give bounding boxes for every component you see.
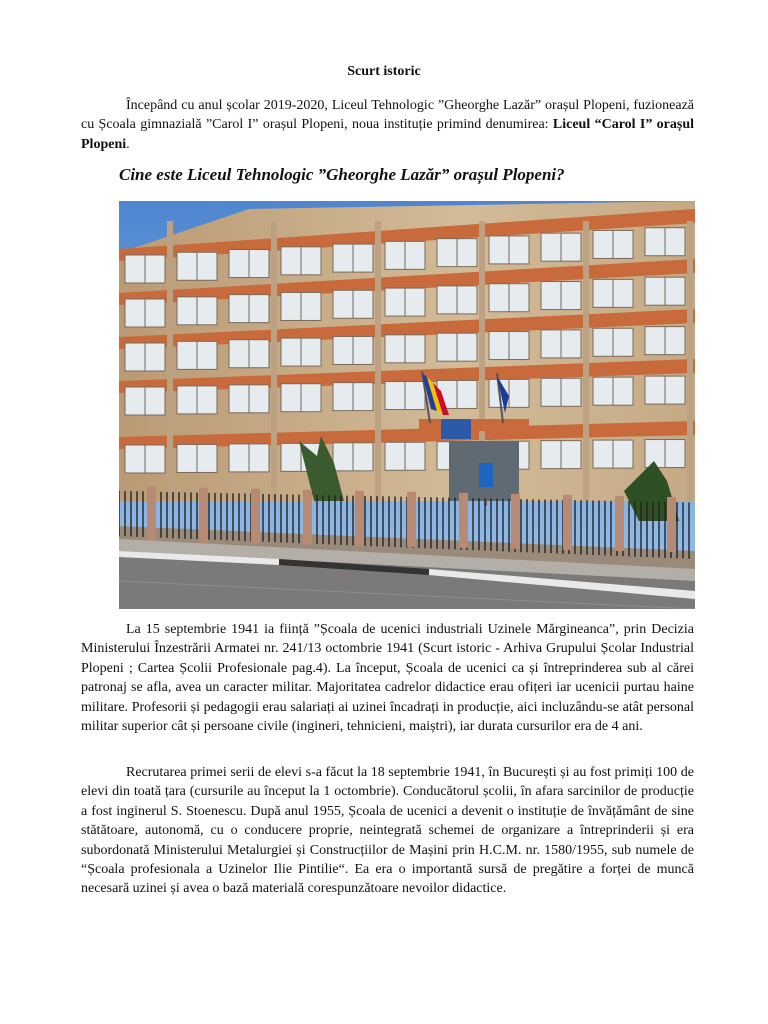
intro-paragraph bbox=[81, 96, 694, 154]
intro-text: Începând cu anul școlar 2019-2020, Liceul Tehnologic ”Gheorghe Lazăr” orașul Plopeni, fuzionează cu Școala gimnazială ”Carol I” orașul Plopeni, noua instituție primind denumirea: bbox=[81, 98, 694, 133]
history-paragraph-2: Recrutarea primei serii de elevi s-a făcut la 18 septembrie 1941, în București și au fost primiți 100 de elevi din toată țara (cursurile au început la 1 octombrie). Conducătorul școlii, în afara sarcinilor de producție a fost inginerul S. Stoenescu. După anul 1955, Școala de ucenici a devenit o instituție de învățământ de sine stătătoare, autonomă, cu o conducere proprie, neintegrată schemei de organizare a întreprinderii și era subordonată Ministerului Metalurgiei și Construcțiilor de Mașini prin H.C.M. nr. 1580/1955, sub numele de “Școala profesionala a Uzinelor Ilie Pintilie“. Ea era o importantă sursă de pregătire a forței de muncă necesară uzinei și avea o bază materială corespunzătoare nevoilor didactice. bbox=[81, 765, 694, 897]
history-paragraph-1: La 15 septembrie 1941 ia ființă ”Școala de ucenici industriali Uzinele Mărgineanca”, prin Decizia Ministerului Înzestrării Armatei nr. 241/13 octombrie 1941 (Scurt istoric - Arhiva Grupului Școlar Industrial Plopeni ; Cartea Școlii Profesionale pag.4). La început, Școala de ucenici ca și întreprinderea sub al cărei patronaj se afla, avea un caracter militar. Majoritatea cadrelor didactice erau ofițeri iar ucenicii purtau haine militare. Profesorii și pedagogii erau salariați ai uzinei încadrați in producție, aici incluzându-se atât personal militar superior cât și persoane civile (ingineri, tehnicieni, maiștri), iar durata cursurilor era de 4 ani. bbox=[81, 622, 694, 735]
document-title: Scurt istoric bbox=[347, 64, 421, 79]
school-building-illustration bbox=[119, 201, 695, 609]
section-heading: Cine este Liceul Tehnologic ”Gheorghe Lazăr” orașul Plopeni? bbox=[119, 165, 565, 184]
intro-bold-name: Liceul “Carol I” orașul Plopeni bbox=[81, 117, 695, 152]
intro-end: . bbox=[126, 136, 130, 152]
school-building-photo bbox=[119, 201, 695, 609]
